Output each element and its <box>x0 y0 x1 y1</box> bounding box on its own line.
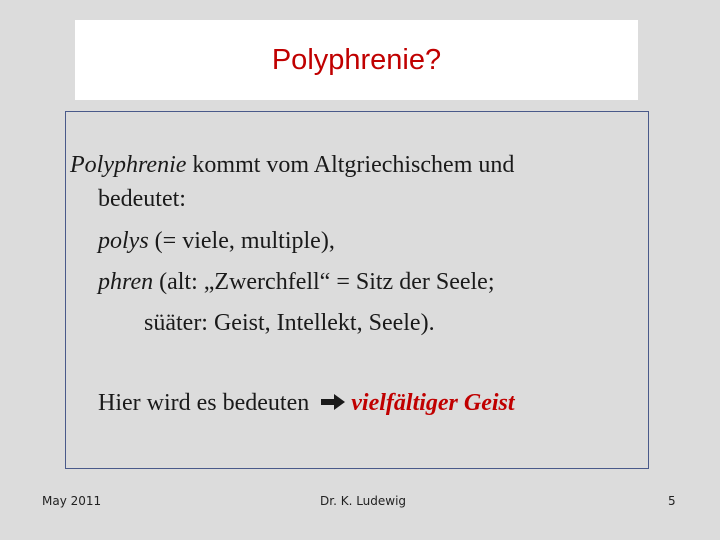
content-line-3 <box>98 226 335 256</box>
term-phren: phren <box>98 269 154 295</box>
highlight-vielfaeltiger-geist: vielfältiger Geist <box>351 390 515 416</box>
content-line-5: süäter: Geist, Intellekt, Seele). <box>144 310 435 336</box>
line4-text: (alt: „Zwerchfell“ = Sitz der Seele; <box>153 269 495 295</box>
content-line-4 <box>98 267 495 297</box>
line1-text: kommt vom Altgriechischem und <box>186 152 515 178</box>
footer-date: May 2011 <box>42 494 102 508</box>
term-polys: polys <box>98 228 149 254</box>
slide-title: Polyphrenie? <box>271 43 442 76</box>
title-box <box>75 20 638 100</box>
content-line-2: bedeutet: <box>98 186 186 212</box>
line3-text: (= viele, multiple), <box>148 228 335 254</box>
content-line-6 <box>98 388 515 418</box>
footer-author: Dr. K. Ludewig <box>320 494 407 508</box>
term-polyphrenie: Polyphrenie <box>70 152 187 178</box>
line6-text: Hier wird es bedeuten <box>98 390 316 416</box>
arrow-right-icon <box>319 390 347 410</box>
content-line-1 <box>70 150 514 180</box>
footer-page-number: 5 <box>668 494 676 508</box>
